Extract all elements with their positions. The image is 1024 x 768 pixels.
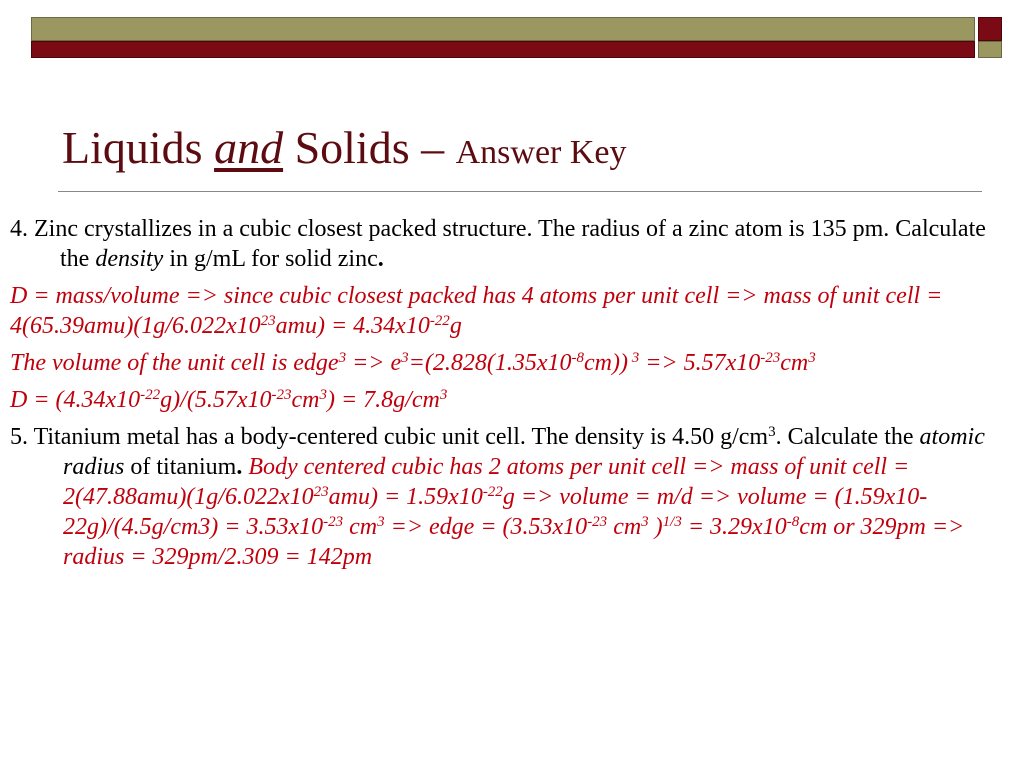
slide-body — [10, 214, 1012, 579]
answer-4-mass: D = mass/volume => since cubic closest packed has 4 atoms per unit cell => mass of unit cell = $4(65.39amu)(1g/6.022x10^{23}amu) = 4.34x10^{-22}g$ — [10, 283, 943, 339]
title-divider — [58, 191, 982, 192]
top-decorative-bar-olive — [31, 17, 975, 41]
title-emphasis: and — [214, 122, 284, 173]
answer-5: Body centered cubic has 2 atoms per unit cell => mass of unit cell = $2(47.88amu)(1g/6.022x10^{23}amu) = 1.59x10^{-22}g$ => volume = m/d => volume = $(1.59x10-22g)/(4.5g/cm3) = 3.53x10^{-23}$ $cm^3$ => edge = ($3.53x10^{-23}$ $cm^3$ )$^{1/3} = 3.29x10^{-8}cm$ or 329pm => radius = 329pm/2.309 = 142pm — [63, 454, 965, 570]
title-subtitle: Answer Key — [455, 134, 627, 171]
corner-square-olive — [978, 41, 1002, 58]
question-4: 4. Zinc crystallizes in a cubic closest packed structure. The radius of a zinc atom is 135 pm. Calculate the density in g/mL for solid zinc. — [10, 216, 986, 272]
answer-4-density: $D = (4.34x10^{-22}g)/(5.57x10^{-23}cm^3) = 7.8g/cm^3$ — [10, 387, 448, 413]
corner-square-maroon — [978, 17, 1002, 41]
answer-4-volume: The volume of the unit cell is edge$^3$ => $e^3=(2.828(1.35x10^{-8}cm)) ^3 => 5.57x10^{-23}cm^3$ — [10, 350, 816, 376]
slide-title: Liquids and Solids – Answer Key — [62, 122, 627, 173]
top-decorative-bar-maroon — [31, 41, 975, 58]
question-5: 5. Titanium metal has a body-centered cubic unit cell. The density is 4.50 $g/cm^3$. Calculate the atomic radius of titanium. Body centered cubic has 2 atoms per unit cell => mass of unit cell = $2(47.88amu)(1g/6.022x10^{23}amu) = 1.59x10^{-22}g$ => volume = m/d => volume = $(1.59x10-22g)/(4.5g/cm3) = 3.53x10^{-23}$ $cm^3$ => edge = ($3.53x10^{-23}$ $cm^3$ )$^{1/3} = 3.29x10^{-8}cm$ or 329pm => radius = 329pm/2.309 = 142pm — [10, 424, 985, 570]
